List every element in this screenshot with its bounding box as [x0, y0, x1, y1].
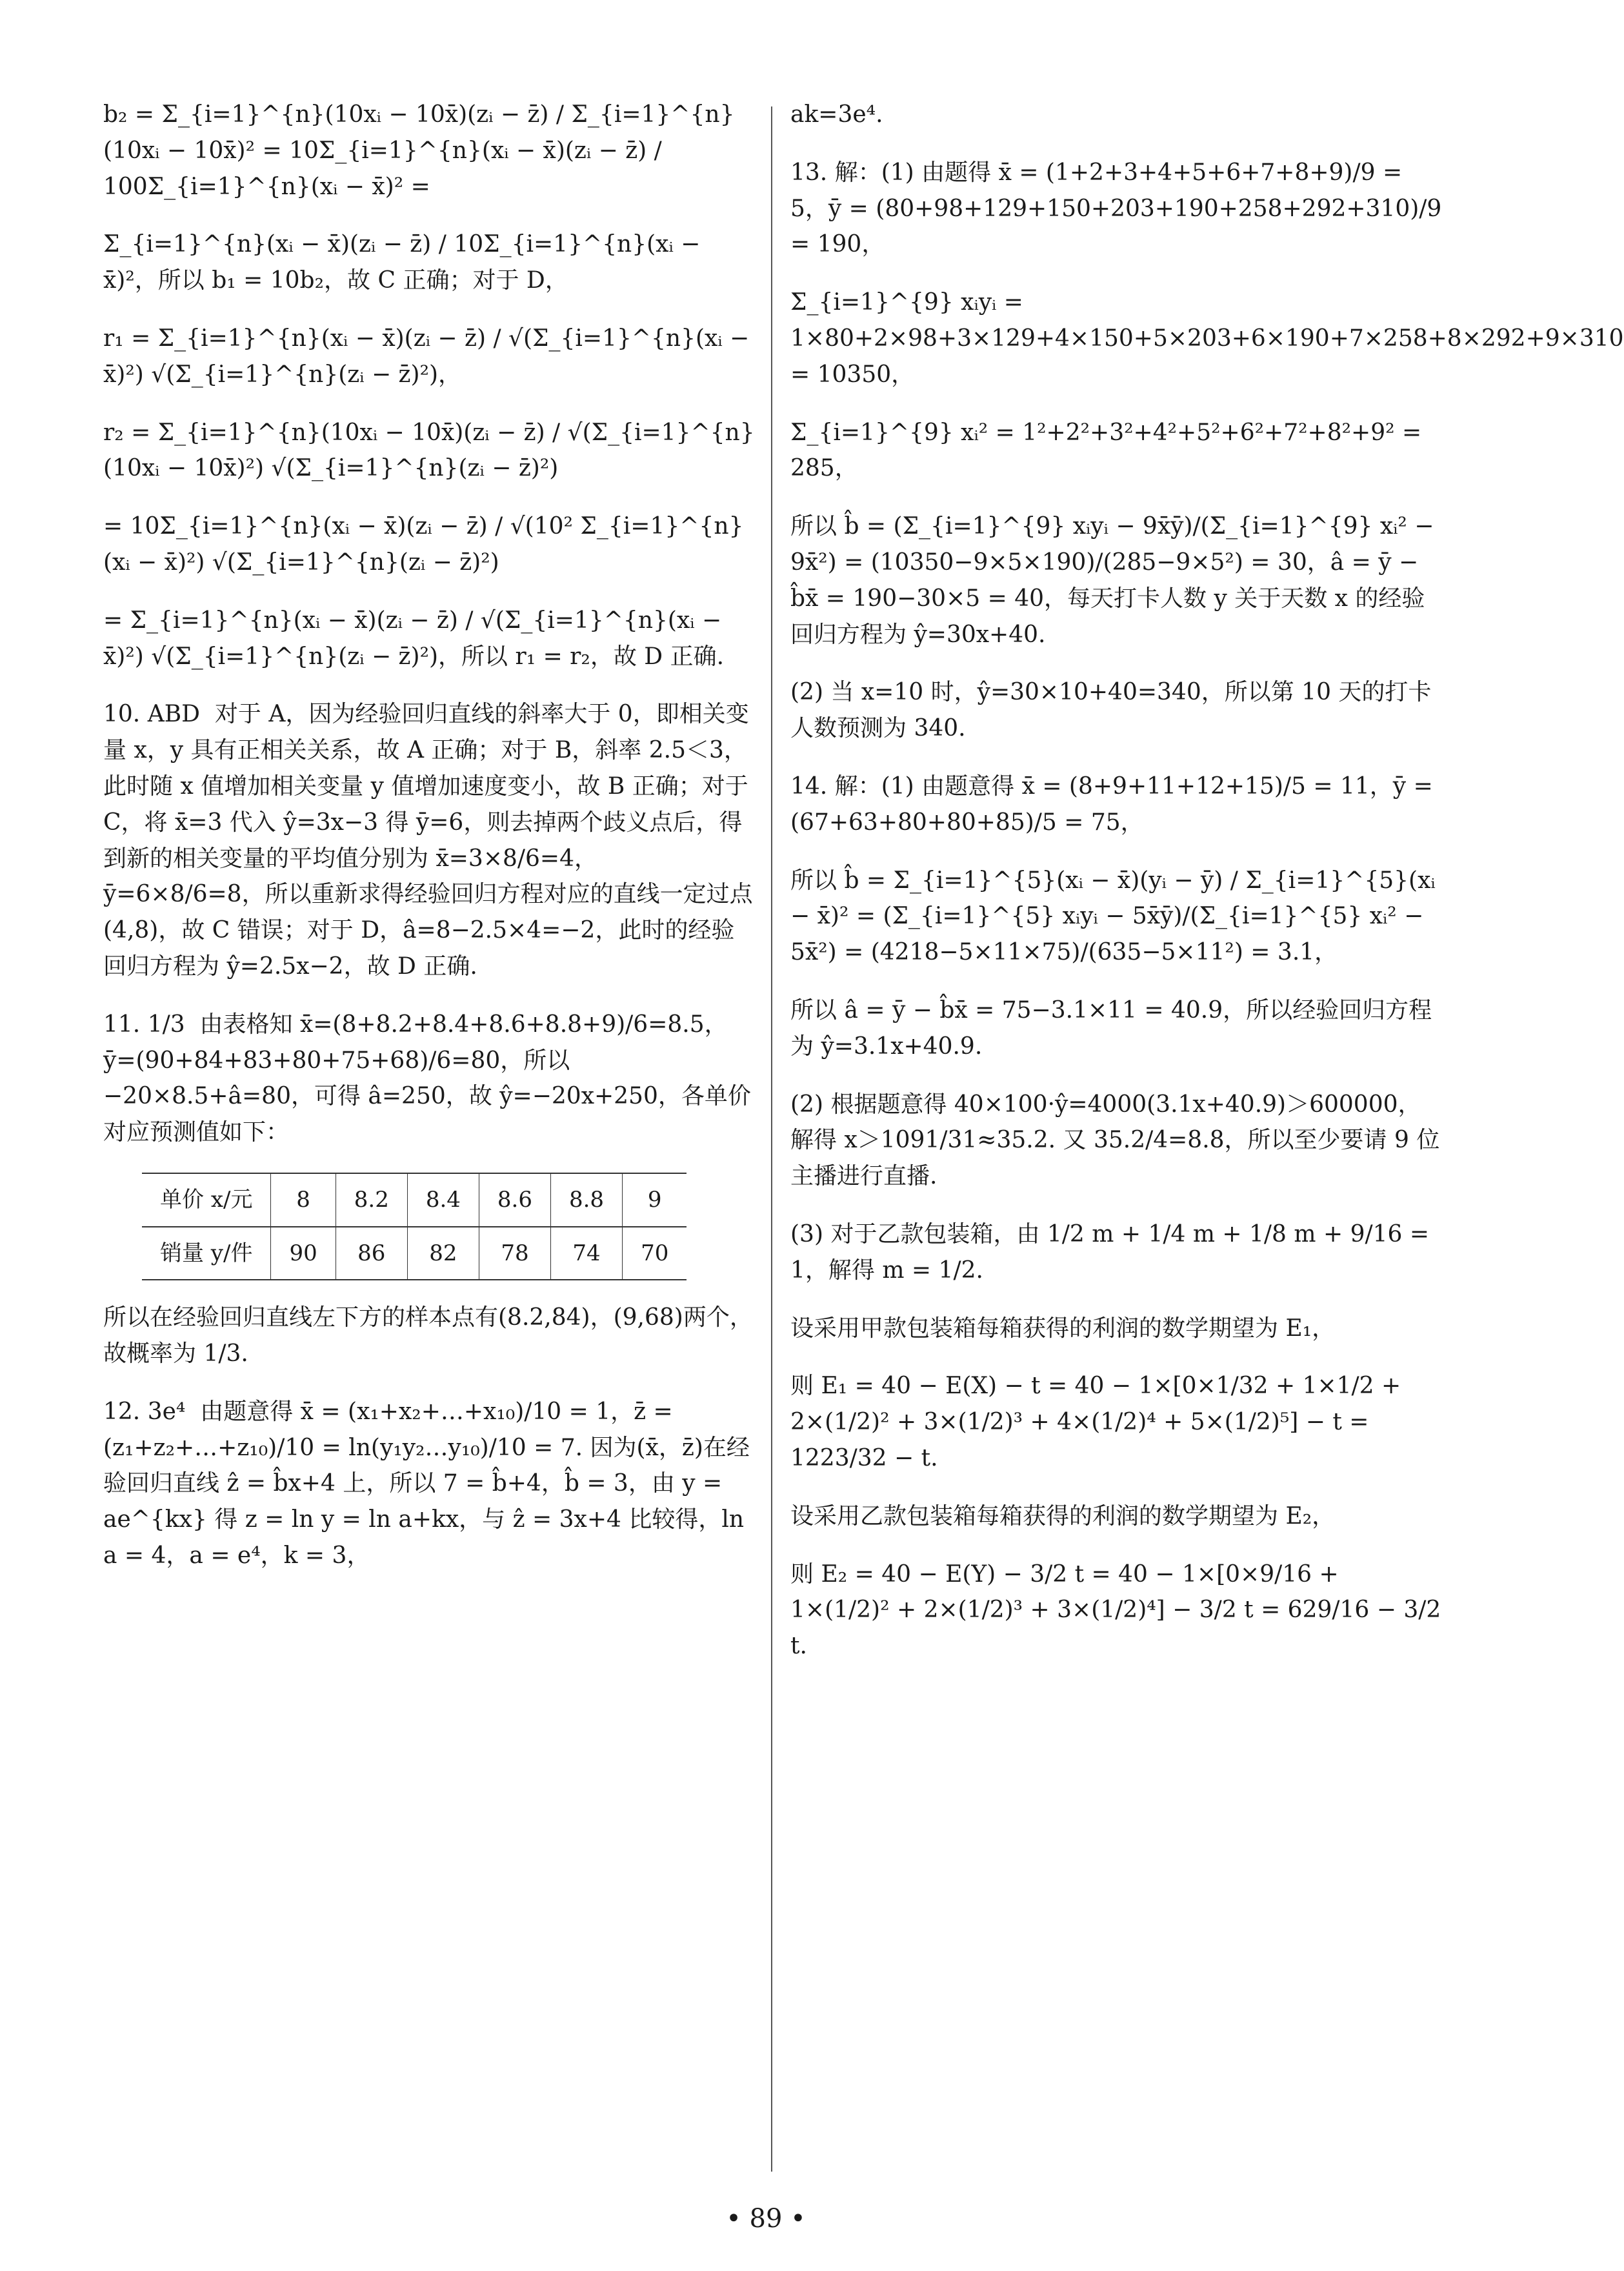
- solution-14-regression: 所以 â = ȳ − b̂x̄ = 75−3.1×11 = 40.9，所以经验回归方程为 ŷ=3.1x+40.9.: [790, 996, 1432, 1060]
- table-cell: 78: [479, 1227, 550, 1280]
- table-cell: 8.6: [479, 1173, 550, 1227]
- solution-13-regression: 所以 b̂ = (Σ_{i=1}^{9} xᵢyᵢ − 9x̄ȳ)/(Σ_{i=1}^{9} xᵢ² − 9x̄²) = (10350−9×5×190)/(285−9×5²) = 30，â = ȳ − b̂x̄ = 190−30×5 = 40，每天打卡人数 y 关于天数 x 的经验回归方程为 ŷ=30x+40.: [790, 513, 1441, 648]
- solution-14-part2: (2) 根据题意得 40×100·ŷ=4000(3.1x+40.9)＞600000，解得 x＞1091/31≈35.2. 又 35.2/4=8.8，所以至少要请 9 位主播进行直播.: [790, 1091, 1440, 1190]
- table-cell: 8.4: [407, 1173, 479, 1227]
- solution-9-b2-formula: b₂ = Σ_{i=1}^{n}(10xᵢ − 10x̄)(zᵢ − z̄) / Σ_{i=1}^{n}(10xᵢ − 10x̄)² = 10Σ_{i=1}^{n}(xᵢ − x̄)(zᵢ − z̄) / 100Σ_{i=1}^{n}(xᵢ − x̄)² =: [103, 101, 735, 200]
- table-row: [142, 1173, 687, 1227]
- solution-9-r2-step: = 10Σ_{i=1}^{n}(xᵢ − x̄)(zᵢ − z̄) / √(10² Σ_{i=1}^{n}(xᵢ − x̄)²) √(Σ_{i=1}^{n}(zᵢ − z̄)²): [103, 513, 744, 576]
- table-cell: 90: [271, 1227, 336, 1280]
- solution-13-means: 13. 解：(1) 由题得 x̄ = (1+2+3+4+5+6+7+8+9)/9 = 5，ȳ = (80+98+129+150+203+190+258+292+310)/9 = 190，: [790, 159, 1449, 258]
- solution-14-part3: (3) 对于乙款包装箱，由 1/2 m + 1/4 m + 1/8 m + 9/16 = 1，解得 m = 1/2.: [790, 1220, 1437, 1284]
- solution-9-r-conclusion: = Σ_{i=1}^{n}(xᵢ − x̄)(zᵢ − z̄) / √(Σ_{i=1}^{n}(xᵢ − x̄)²) √(Σ_{i=1}^{n}(zᵢ − z̄)²)，所以 r₁ = r₂，故 D 正确.: [103, 607, 729, 670]
- table-cell: 9: [623, 1173, 687, 1227]
- solution-10: 10. ABD 对于 A，因为经验回归直线的斜率大于 0，即相关变量 x，y 具有正相关关系，故 A 正确；对于 B，斜率 2.5＜3，此时随 x 值增加相关变量 y 值增加速度变小，故 B 正确；对于 C，将 x̄=3 代入 ŷ=3x−3 得 ȳ=6，则去掉两个歧义点后，得到新的相关变量的平均值分别为 x̄=3×8/6=4，ȳ=6×8/6=8，所以重新求得经验回归方程对应的直线一定过点(4,8)，故 C 错误；对于 D，â=8−2.5×4=−2，此时的经验回归方程为 ŷ=2.5x−2，故 D 正确.: [103, 701, 756, 980]
- solution-13-sum-x2: Σ_{i=1}^{9} xᵢ² = 1²+2²+3²+4²+5²+6²+7²+8²+9² = 285，: [790, 419, 1429, 482]
- table-cell: 86: [336, 1227, 407, 1280]
- column-divider: [771, 106, 772, 2172]
- solution-14-e1-formula: 则 E₁ = 40 − E(X) − t = 40 − 1×[0×1/32 + 1×1/2 + 2×(1/2)² + 3×(1/2)³ + 4×(1/2)⁴ + 5×(1/2)⁵] − t = 1223/32 − t.: [790, 1373, 1408, 1471]
- solution-14-e2-formula: 则 E₂ = 40 − E(Y) − 3/2 t = 40 − 1×[0×9/16 + 1×(1/2)² + 2×(1/2)³ + 3×(1/2)⁴] − 3/2 t = 629/16 − 3/2 t.: [790, 1560, 1449, 1660]
- table-cell: 8.2: [336, 1173, 407, 1227]
- left-column: [103, 97, 755, 1596]
- solution-13-part2: (2) 当 x=10 时，ŷ=30×10+40=340，所以第 10 天的打卡人数预测为 340.: [790, 679, 1432, 742]
- table-cell: 8.8: [550, 1173, 622, 1227]
- solution-9-b1-conclusion: Σ_{i=1}^{n}(xᵢ − x̄)(zᵢ − z̄) / 10Σ_{i=1}^{n}(xᵢ − x̄)²，所以 b₁ = 10b₂，故 C 正确；对于 D，: [103, 231, 708, 294]
- table-cell: 销量 y/件: [142, 1227, 271, 1280]
- solution-14-e1-intro: 设采用甲款包装箱每箱获得的利润的数学期望为 E₁，: [790, 1315, 1336, 1342]
- solution-9-r2-formula: r₂ = Σ_{i=1}^{n}(10xᵢ − 10x̄)(zᵢ − z̄) / √(Σ_{i=1}^{n}(10xᵢ − 10x̄)²) √(Σ_{i=1}^{n}(zᵢ − z̄)²): [103, 419, 755, 482]
- table-cell: 单价 x/元: [142, 1173, 271, 1227]
- solution-12-tail: ak=3e⁴.: [790, 101, 883, 128]
- solution-13-sum-xy: Σ_{i=1}^{9} xᵢyᵢ = 1×80+2×98+3×129+4×150+5×203+6×190+7×258+8×292+9×310 = 10350，: [790, 289, 1624, 388]
- table-cell: 70: [623, 1227, 687, 1280]
- right-column: [790, 97, 1624, 1686]
- solution-14-e2-intro: 设采用乙款包装箱每箱获得的利润的数学期望为 E₂，: [790, 1502, 1336, 1529]
- solution-14-means: 14. 解：(1) 由题意得 x̄ = (8+9+11+12+15)/5 = 11，ȳ = (67+63+80+80+85)/5 = 75，: [790, 772, 1441, 836]
- solution-14-slope: 所以 b̂ = Σ_{i=1}^{5}(xᵢ − x̄)(yᵢ − ȳ) / Σ_{i=1}^{5}(xᵢ − x̄)² = (Σ_{i=1}^{5} xᵢyᵢ − 5x̄ȳ)/(Σ_{i=1}^{5} xᵢ² − 5x̄²) = (4218−5×11×75)/(635−5×11²) = 3.1，: [790, 867, 1443, 966]
- page-number: • 89 •: [726, 2204, 806, 2234]
- price-sales-table: [142, 1173, 687, 1280]
- solution-11-conclusion: 所以在经验回归直线左下方的样本点有(8.2,84)，(9,68)两个，故概率为 1/3.: [103, 1304, 753, 1368]
- table-row: [142, 1227, 687, 1280]
- solution-9-r1-formula: r₁ = Σ_{i=1}^{n}(xᵢ − x̄)(zᵢ − z̄) / √(Σ_{i=1}^{n}(xᵢ − x̄)²) √(Σ_{i=1}^{n}(zᵢ − z̄)²)，: [103, 325, 757, 388]
- table-cell: 8: [271, 1173, 336, 1227]
- solution-12: 12. 3e⁴ 由题意得 x̄ = (x₁+x₂+…+x₁₀)/10 = 1，z̄ = (z₁+z₂+…+z₁₀)/10 = ln(y₁y₂…y₁₀)/10 = 7. 因为(x̄，z̄)在经验回归直线 ẑ = b̂x+4 上，所以 7 = b̂+4，b̂ = 3，由 y = ae^{kx} 得 z = ln y = ln a+kx，与 ẑ = 3x+4 比较得，ln a = 4，a = e⁴，k = 3，: [103, 1398, 752, 1570]
- table-cell: 74: [550, 1227, 622, 1280]
- table-cell: 82: [407, 1227, 479, 1280]
- solution-11: 11. 1/3 由表格知 x̄=(8+8.2+8.4+8.6+8.8+9)/6=8.5，ȳ=(90+84+83+80+75+68)/6=80，所以 −20×8.5+â=80，可得 â=250，故 ŷ=−20x+250，各单价对应预测值如下：: [103, 1011, 751, 1146]
